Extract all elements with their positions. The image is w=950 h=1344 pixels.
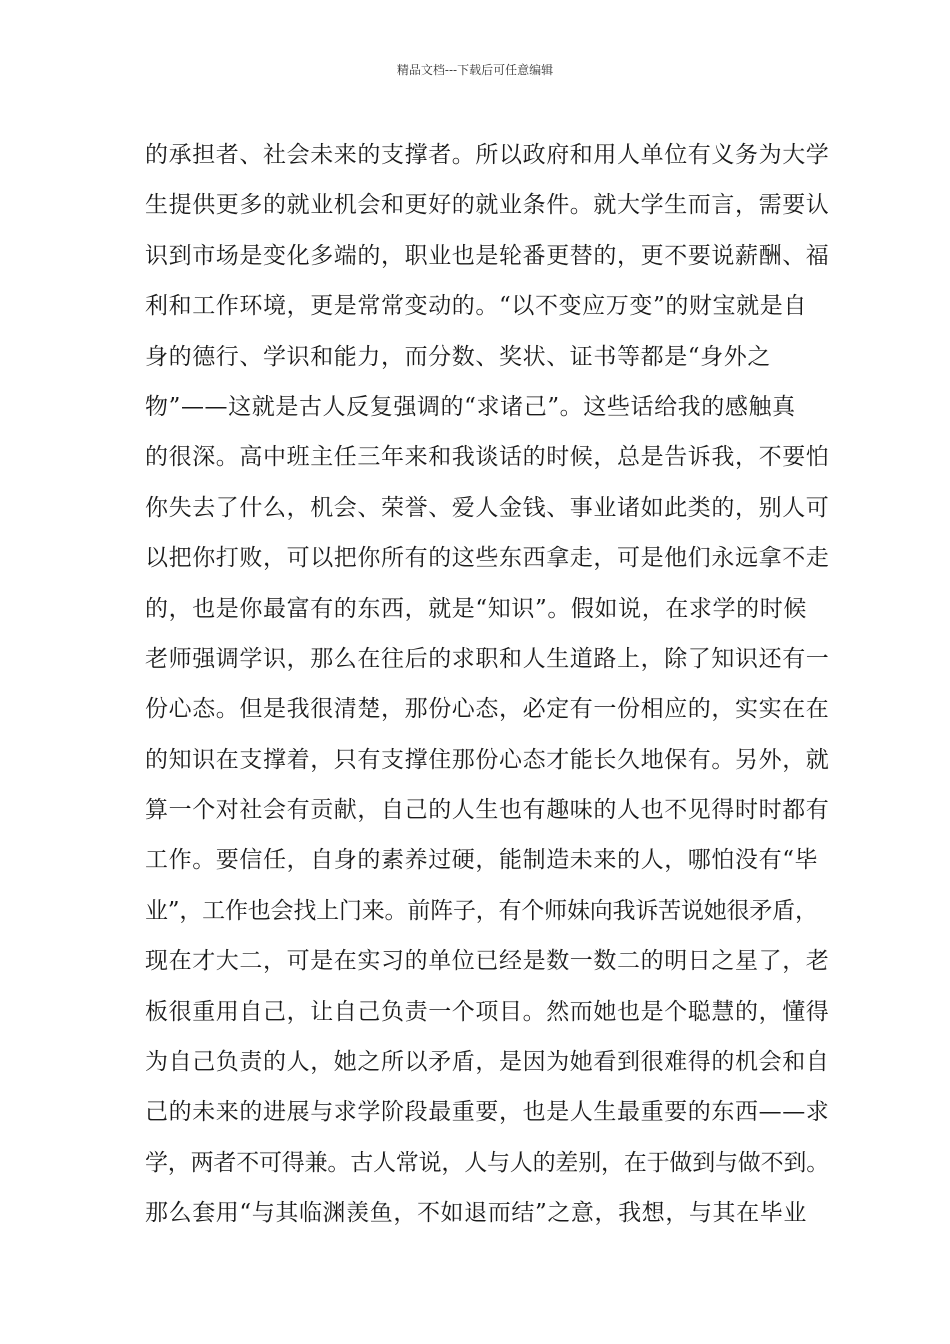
text-line: 工作。要信任，自身的素养过硬，能制造未来的人，哪怕没有“毕 bbox=[145, 847, 819, 874]
text-line: 物”——这就是古人反复强调的“求诸己”。这些话给我的感触真 bbox=[145, 393, 796, 420]
text-line: 现在才大二，可是在实习的单位已经是数一数二的明日之星了，老 bbox=[145, 948, 830, 975]
text-line: 那么套用“与其临渊羡鱼，不如退而结”之意，我想，与其在毕业 bbox=[145, 1200, 807, 1227]
text-line: 的知识在支撑着，只有支撑住那份心态才能长久地保有。另外，就 bbox=[145, 746, 830, 773]
text-line: 老师强调学识，那么在往后的求职和人生道路上，除了知识还有一 bbox=[145, 645, 830, 672]
text-line: 生提供更多的就业机会和更好的就业条件。就大学生而言，需要认 bbox=[145, 192, 830, 219]
text-line: 板很重用自己，让自己负责一个项目。然而她也是个聪慧的，懂得 bbox=[145, 998, 830, 1025]
text-line: 的很深。高中班主任三年来和我谈话的时候，总是告诉我，不要怕 bbox=[145, 444, 830, 471]
body-text bbox=[145, 130, 830, 1239]
text-line: 的承担者、社会未来的支撑者。所以政府和用人单位有义务为大学 bbox=[145, 142, 830, 168]
text-line: 以把你打败，可以把你所有的这些东西拿走，可是他们永远拿不走 bbox=[145, 545, 830, 572]
page-header: 精品文档---下载后可任意编辑 bbox=[396, 63, 554, 77]
text-line: 识到市场是变化多端的，职业也是轮番更替的，更不要说薪酬、福 bbox=[145, 242, 830, 269]
text-line: 己的未来的进展与求学阶段最重要，也是人生最重要的东西——求 bbox=[145, 1099, 830, 1126]
text-line: 身的德行、学识和能力，而分数、奖状、证书等都是“身外之 bbox=[145, 343, 771, 370]
text-line: 学，两者不可得兼。古人常说，人与人的差别，在于做到与做不到。 bbox=[145, 1149, 830, 1176]
text-line: 为自己负责的人，她之所以矛盾，是因为她看到很难得的机会和自 bbox=[145, 1049, 830, 1076]
text-line: 你失去了什么，机会、荣誉、爱人金钱、事业诸如此类的，别人可 bbox=[145, 494, 830, 521]
text-line: 利和工作环境，更是常常变动的。“以不变应万变”的财宝就是自 bbox=[145, 293, 807, 320]
text-line: 业”，工作也会找上门来。前阵子，有个师妹向我诉苦说她很矛盾， bbox=[145, 897, 818, 924]
text-line: 的，也是你最富有的东西，就是“知识”。假如说，在求学的时候 bbox=[145, 595, 807, 622]
text-line: 算一个对社会有贡献，自己的人生也有趣味的人也不见得时时都有 bbox=[145, 797, 830, 824]
text-line: 份心态。但是我很清楚，那份心态，必定有一份相应的，实实在在 bbox=[145, 696, 830, 723]
